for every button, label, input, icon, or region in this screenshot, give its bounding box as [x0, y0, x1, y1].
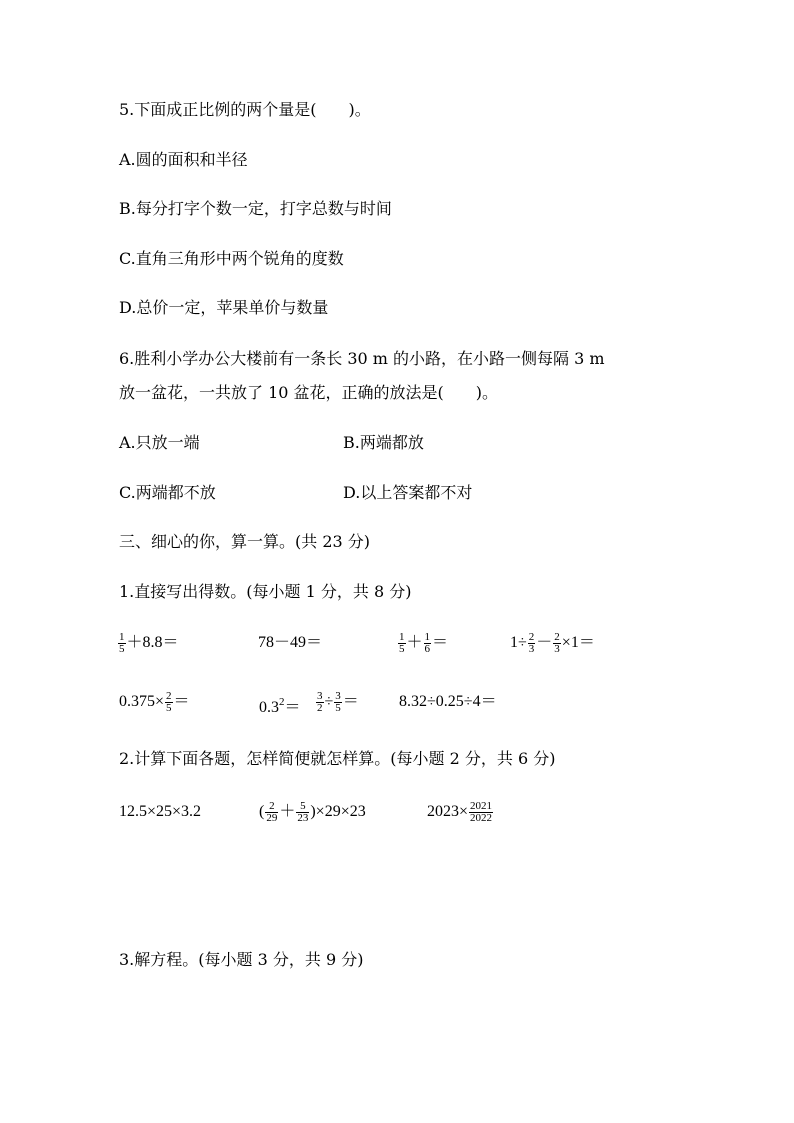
q6-option-d: D.以上答案都不对: [343, 483, 473, 502]
section3-title: 三、细心的你，算一算。(共 23 分): [119, 532, 371, 551]
q5-option-b: B.每分打字个数一定，打字总数与时间: [119, 199, 392, 218]
q6-stem-line1: 6.胜利小学办公大楼前有一条长 30 m 的小路，在小路一侧每隔 3 m: [119, 349, 605, 368]
fraction: $\frac{3}{5}$: [335, 690, 341, 714]
calc-2-2: ( $\frac{2}{29}$ ＋ $\frac{5}{23}$ )×29×23: [259, 800, 366, 824]
calc-1-3: $\frac{1}{5}$ ＋ $\frac{1}{6}$ ＝: [399, 631, 449, 655]
fraction: $\frac{2}{5}$: [166, 690, 172, 714]
calc-1-4: 1÷ $\frac{2}{3}$ － $\frac{2}{3}$ ×1＝: [510, 631, 595, 655]
calc-2-1: 12.5×25×3.2: [119, 803, 202, 820]
q6-option-b: B.两端都放: [343, 433, 424, 452]
calc-1-8: 8.32÷0.25÷4＝: [399, 693, 497, 710]
fraction: $\frac{1}{5}$: [119, 631, 125, 655]
fraction: $\frac{3}{2}$: [317, 690, 323, 714]
q5-stem: 5.下面成正比例的两个量是( )。: [119, 100, 371, 119]
q5-option-a: A.圆的面积和半径: [119, 150, 248, 169]
calc-1-2: 78－49＝: [258, 634, 323, 651]
fraction: $\frac{2021}{2022}$: [470, 800, 493, 824]
calc-2-3: 2023× $\frac{2021}{2022}$: [427, 800, 493, 824]
fraction: $\frac{5}{23}$: [297, 800, 309, 824]
calc-1-5: 0.375× $\frac{2}{5}$ ＝: [119, 690, 190, 714]
fraction: $\frac{2}{3}$: [528, 631, 535, 655]
calc-1-6: $0.3^2=$: [259, 696, 301, 716]
part2-title: 2.计算下面各题，怎样简便就怎样算。(每小题 2 分，共 6 分): [119, 749, 556, 768]
part1-title: 1.直接写出得数。(每小题 1 分，共 8 分): [119, 582, 412, 601]
q6-option-c: C.两端都不放: [119, 483, 216, 502]
calc-1-7: $\frac{3}{2}$ ÷ $\frac{3}{5}$ ＝: [317, 690, 359, 714]
fraction: $\frac{2}{29}$: [266, 800, 278, 824]
q6-option-a: A.只放一端: [119, 433, 200, 452]
part3-title: 3.解方程。(每小题 3 分，共 9 分): [119, 950, 364, 969]
q6-stem-line2: 放一盆花，一共放了 10 盆花，正确的放法是( )。: [119, 383, 499, 402]
q5-option-c: C.直角三角形中两个锐角的度数: [119, 249, 344, 268]
q5-option-d: D.总价一定，苹果单价与数量: [119, 298, 329, 317]
calc-1-1: $\frac{1}{5}$ ＋8.8＝: [119, 631, 179, 655]
fraction: $\frac{1}{6}$: [424, 631, 431, 655]
fraction: $\frac{1}{5}$: [399, 631, 405, 655]
fraction: $\frac{2}{3}$: [554, 631, 560, 655]
